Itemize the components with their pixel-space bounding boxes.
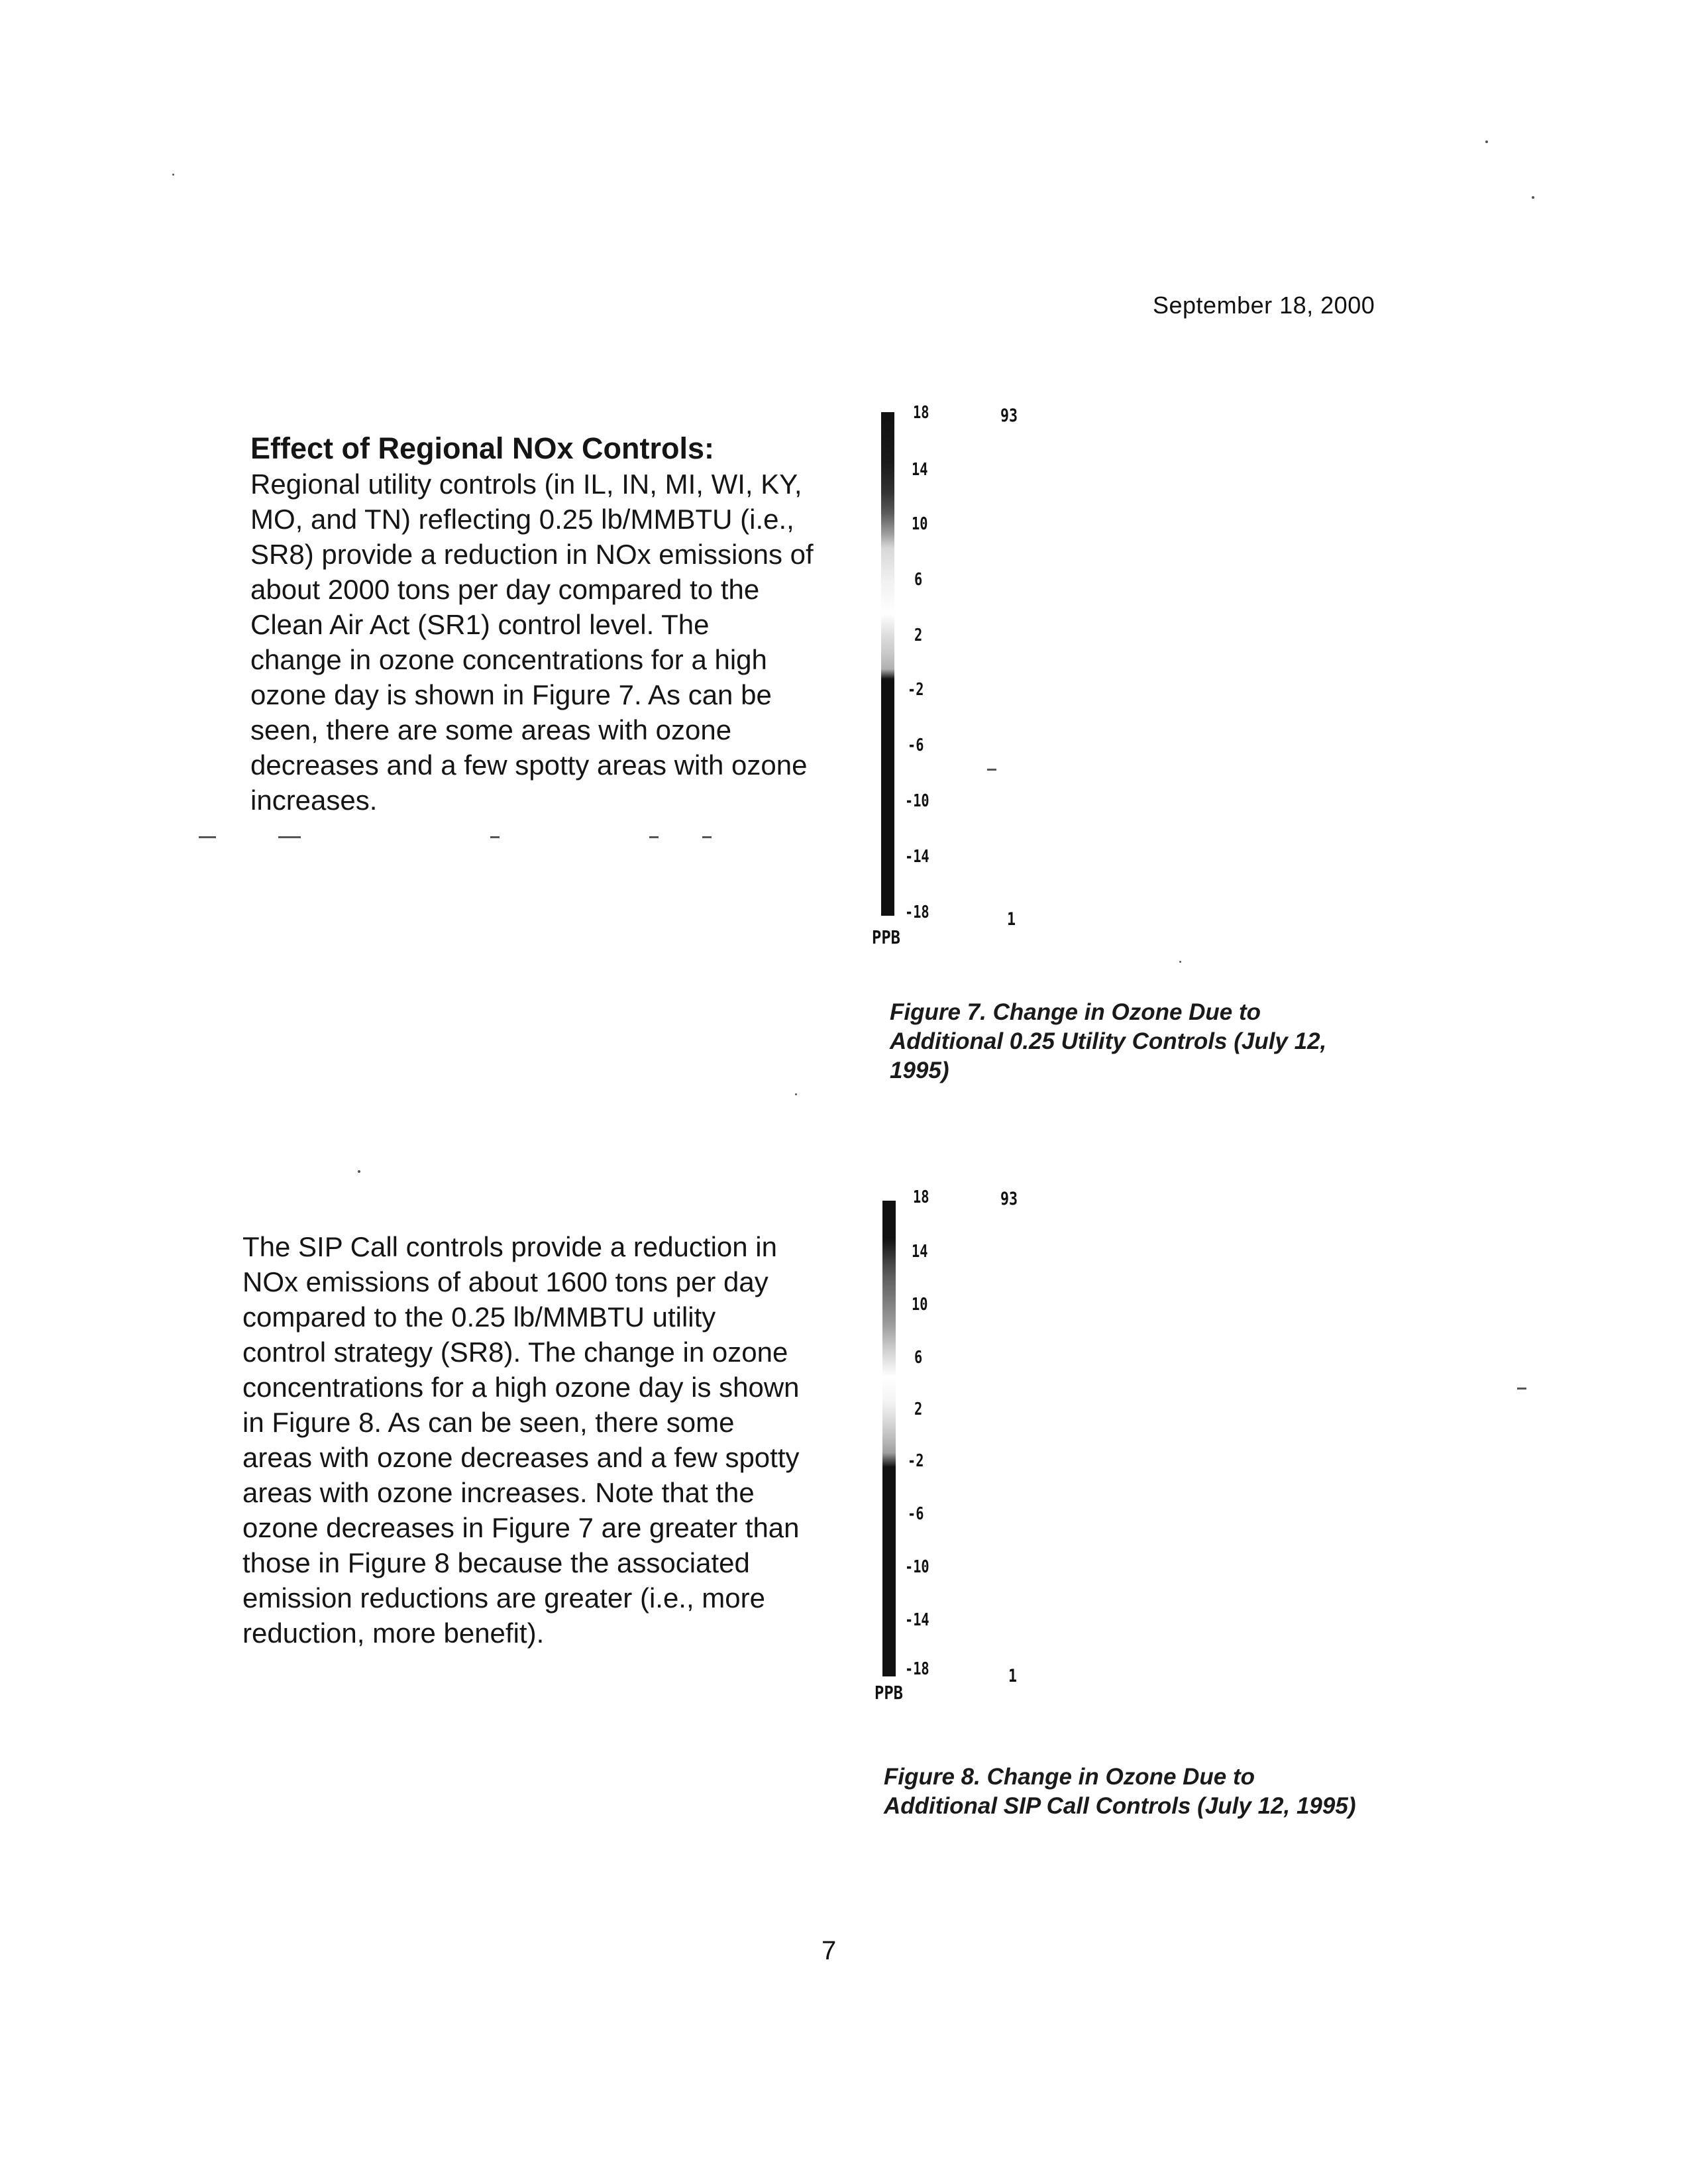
scan-speck xyxy=(358,1170,360,1173)
page-date: September 18, 2000 xyxy=(1153,292,1375,319)
paragraph-line: The SIP Call controls provide a reduction in xyxy=(242,1231,777,1262)
caption-line: Figure 8. Change in Ozone Due to xyxy=(884,1764,1255,1790)
scan-mark xyxy=(1517,1388,1526,1390)
figure8-min-value: 1 xyxy=(1008,1666,1018,1686)
paragraph-line: seen, there are some areas with ozone xyxy=(250,714,732,745)
paragraph-line: ozone day is shown in Figure 7. As can be xyxy=(250,679,772,710)
figure7-tick: -2 xyxy=(908,680,924,700)
figure8-tick: 10 xyxy=(912,1295,928,1315)
paragraph-line: emission reductions are greater (i.e., more xyxy=(242,1582,765,1613)
scan-mark xyxy=(490,836,500,838)
scan-speck xyxy=(1532,196,1534,199)
section-regional-nox xyxy=(250,431,886,818)
figure7-tick: 10 xyxy=(912,514,928,534)
figure7-min-value: 1 xyxy=(1007,909,1016,930)
figure7-tick: 6 xyxy=(914,570,923,590)
figure8-tick: -14 xyxy=(905,1610,929,1630)
paragraph-line: NOx emissions of about 1600 tons per day xyxy=(242,1266,768,1297)
figure8-tick: 2 xyxy=(914,1399,923,1419)
figure7-tick: 2 xyxy=(914,626,923,645)
figure7-max-value: 93 xyxy=(1000,406,1018,426)
figure8-tick: -2 xyxy=(908,1451,924,1471)
scan-mark xyxy=(278,836,301,838)
figure8-max-value: 93 xyxy=(1000,1189,1018,1209)
figure7-tick: -18 xyxy=(905,902,929,922)
figure7-colorbar xyxy=(881,412,894,916)
paragraph-line: ozone decreases in Figure 7 are greater than xyxy=(242,1512,800,1543)
paragraph-line: control strategy (SR8). The change in ozone xyxy=(242,1337,788,1368)
scan-mark xyxy=(649,836,659,838)
paragraph-line: MO, and TN) reflecting 0.25 lb/MMBTU (i.e., xyxy=(250,504,794,535)
figure7-tick: -14 xyxy=(905,847,929,867)
paragraph-line: about 2000 tons per day compared to the xyxy=(250,574,760,605)
figure8-tick: -6 xyxy=(908,1504,924,1524)
figure7-caption xyxy=(890,998,1326,1085)
section-heading: Effect of Regional NOx Controls: xyxy=(250,431,715,465)
caption-line: Additional SIP Call Controls (July 12, 1995) xyxy=(884,1793,1356,1819)
scan-speck xyxy=(1485,140,1488,143)
figure8-caption xyxy=(884,1763,1355,1821)
figure7-tick: -10 xyxy=(905,791,929,811)
figure7-tick: 14 xyxy=(912,460,928,480)
figure8-tick: -10 xyxy=(905,1557,929,1577)
caption-line: Figure 7. Change in Ozone Due to xyxy=(890,999,1261,1025)
paragraph-line: those in Figure 8 because the associated xyxy=(242,1547,750,1578)
figure8-tick: -18 xyxy=(905,1659,929,1679)
section-sip-call xyxy=(242,1229,878,1651)
figure8-unit: PPB xyxy=(874,1682,903,1704)
paragraph-line: areas with ozone decreases and a few spotty xyxy=(242,1442,800,1473)
figure7-tick: -6 xyxy=(908,736,924,755)
figure7-tick: 18 xyxy=(913,403,929,423)
scan-speck xyxy=(172,174,174,176)
paragraph-line: Clean Air Act (SR1) control level. The xyxy=(250,609,710,640)
paragraph-line: change in ozone concentrations for a high xyxy=(250,644,767,675)
scan-speck xyxy=(795,1093,797,1095)
paragraph-line: SR8) provide a reduction in NOx emissions of xyxy=(250,539,814,570)
caption-line: 1995) xyxy=(890,1058,949,1083)
figure8-tick: 6 xyxy=(914,1348,923,1368)
figure8-colorbar xyxy=(882,1201,896,1676)
paragraph-line: increases. xyxy=(250,785,378,816)
paragraph-line: areas with ozone increases. Note that the xyxy=(242,1477,755,1508)
paragraph-line: decreases and a few spotty areas with ozone xyxy=(250,749,808,781)
paragraph-line: reduction, more benefit). xyxy=(242,1617,545,1649)
paragraph-line: compared to the 0.25 lb/MMBTU utility xyxy=(242,1301,716,1333)
scan-mark xyxy=(987,769,996,771)
figure8-tick: 14 xyxy=(912,1242,928,1262)
scan-mark xyxy=(199,836,216,838)
paragraph-line: Regional utility controls (in IL, IN, MI, WI, KY, xyxy=(250,468,802,500)
figure8-tick: 18 xyxy=(913,1187,929,1207)
paragraph-line: in Figure 8. As can be seen, there some xyxy=(242,1407,735,1438)
scan-speck xyxy=(1179,961,1181,963)
figure7-unit: PPB xyxy=(872,926,900,948)
paragraph-line: concentrations for a high ozone day is shown xyxy=(242,1372,800,1403)
page-number: 7 xyxy=(822,1936,837,1965)
caption-line: Additional 0.25 Utility Controls (July 12, xyxy=(890,1028,1327,1054)
scan-mark xyxy=(702,836,712,838)
